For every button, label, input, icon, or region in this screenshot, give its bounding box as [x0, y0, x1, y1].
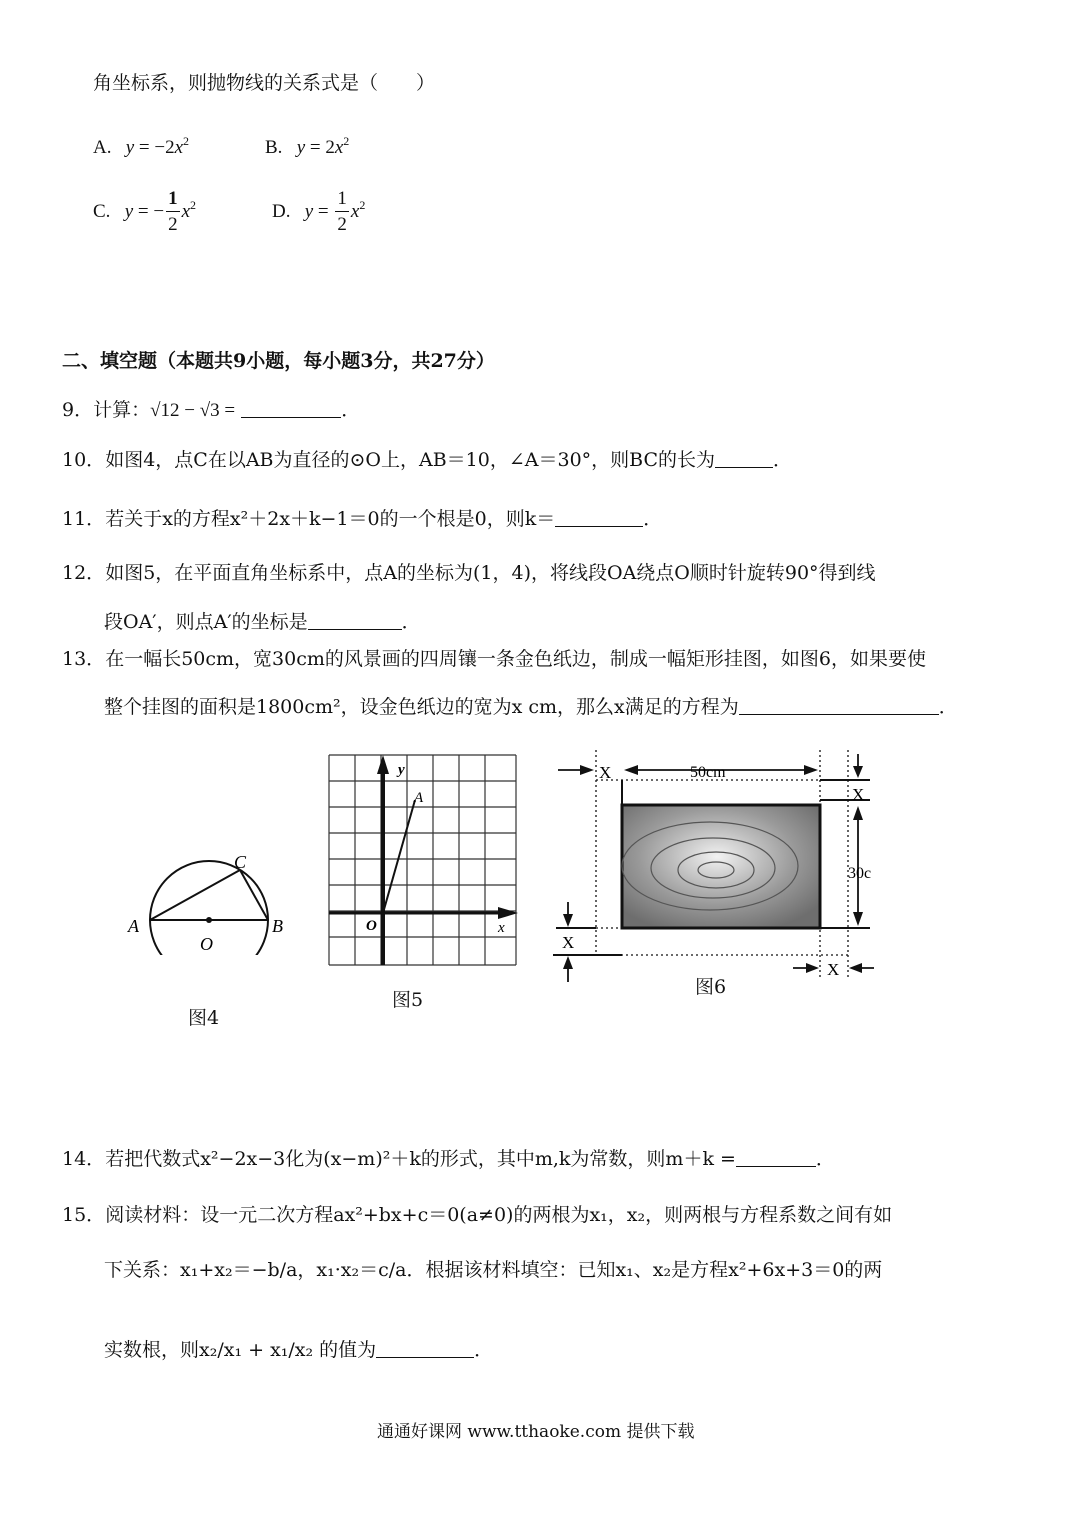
q10-answer-blank[interactable]	[715, 447, 773, 468]
question-13-line-2: 整个挂图的面积是1800cm²，设金色纸边的宽为x cm，那么x满足的方程为 ．	[104, 696, 958, 718]
fig4-label-a: A	[128, 916, 139, 936]
figure-4-caption: 图4	[188, 1007, 220, 1029]
q9-expression: √12 − √3 =	[150, 400, 236, 421]
fig6-label-x-left: X	[562, 933, 575, 952]
question-12-line-1: 12．如图5，在平面直角坐标系中，点A的坐标为(1，4)，将线段OA绕点O顺时针旋转90°得到线	[62, 562, 876, 584]
figure-5-grid	[326, 752, 521, 968]
fig4-label-b: B	[272, 916, 283, 936]
q8-option-a: A. $y = -2x^2$	[93, 134, 190, 158]
fig6-label-right: 30c	[848, 865, 872, 882]
q8-option-c: C. y = − $\frac{1}{2}$ $x^2$	[93, 188, 196, 236]
figure-6-frame	[548, 750, 878, 985]
question-11: 11．若关于x的方程x²＋2x＋k−1＝0的一个根是0，则k＝ ．	[62, 508, 663, 530]
question-12-line-2: 段OA′，则点A′的坐标是 ．	[104, 611, 421, 633]
fig6-label-x-bottom: X	[827, 960, 840, 979]
question-13-line-1: 13．在一幅长50cm，宽30cm的风景画的四周镶一条金色纸边，制成一幅矩形挂图，如图6，如果要使	[62, 648, 926, 670]
question-15-line-1: 15．阅读材料：设一元二次方程ax²+bx+c＝0(a≠0)的两根为x₁，x₂，则两根与方程系数之间有如	[62, 1204, 893, 1226]
q8-option-d: D. y = $\frac{1}{2}$ $x^2$	[272, 188, 366, 236]
page-footer: 通通好课网 www.tthaoke.com 提供下载	[377, 1422, 695, 1442]
q14-answer-blank[interactable]	[736, 1146, 816, 1167]
fig6-label-x-right: X	[852, 785, 865, 804]
fig4-label-o: O	[200, 934, 213, 954]
fig5-label-a: A	[414, 790, 424, 806]
q9-answer-blank[interactable]	[241, 397, 341, 418]
question-9: 9．计算：√12 − √3 = ．	[62, 399, 361, 421]
figure-5-caption: 图5	[392, 989, 424, 1011]
figure-4-circle	[120, 840, 300, 955]
q12-answer-blank[interactable]	[308, 609, 402, 630]
question-15-line-3: 实数根，则x₂/x₁ + x₁/x₂ 的值为 ．	[104, 1339, 494, 1361]
fig4-label-c: C	[234, 852, 247, 872]
question-14: 14．若把代数式x²−2x−3化为(x−m)²＋k的形式，其中m,k为常数，则m＋k = ．	[62, 1148, 835, 1170]
q8-option-b: B. $y = 2x^2$	[265, 134, 350, 158]
fig5-label-x: x	[498, 920, 505, 936]
q15-answer-blank[interactable]	[376, 1337, 474, 1358]
fig5-label-y: y	[398, 762, 405, 778]
fig6-label-x-top: X	[599, 763, 612, 782]
q13-answer-blank[interactable]	[739, 694, 939, 715]
fig5-label-o: O	[366, 918, 377, 934]
fig6-label-top: 50cm	[690, 764, 726, 781]
q11-answer-blank[interactable]	[555, 506, 643, 527]
section-2-title: 二、填空题（本题共9小题，每小题3分，共27分）	[62, 350, 495, 372]
question-15-line-2: 下关系：x₁+x₂＝−b/a，x₁·x₂＝c/a．根据该材料填空：已知x₁、x₂是方程x²+6x+3＝0的两	[104, 1259, 883, 1281]
question-10: 10．如图4，点C在以AB为直径的⊙O上，AB＝10，∠A＝30°，则BC的长为 ．	[62, 449, 793, 471]
figure-6-caption: 图6	[695, 976, 727, 998]
q8-tail: 角坐标系，则抛物线的关系式是（ ）	[93, 72, 436, 94]
